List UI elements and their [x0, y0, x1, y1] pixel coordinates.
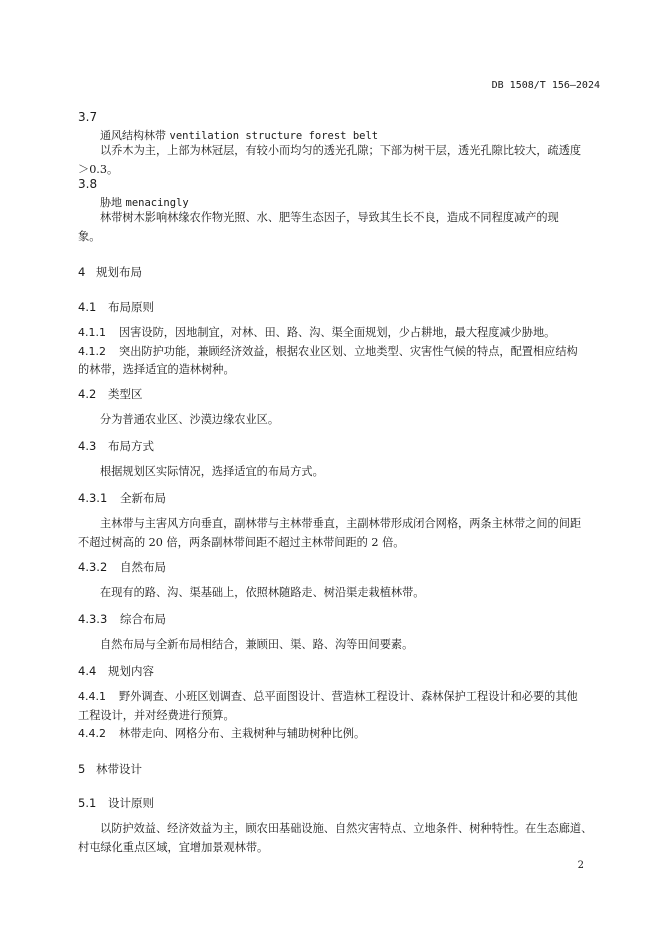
- clause-text: 突出防护功能，兼顾经济效益，根据农业区划、立地类型、灾害性气候的特点，配置相应结构: [119, 345, 578, 358]
- paragraph: 分为普通农业区、沙漠边缘农业区。: [100, 413, 280, 426]
- subsubsection-title: 全新布局: [120, 491, 166, 505]
- subsection-title: 规划内容: [108, 664, 154, 678]
- subsection-heading: [78, 299, 154, 315]
- term-definition-line: 林带树木影响林缘农作物光照、水、肥等生态因子，导致其生长不良，造成不同程度减产的现: [100, 211, 559, 224]
- clause-paragraph: [78, 724, 365, 743]
- subsection-number: 4.4: [78, 664, 97, 678]
- clause-paragraph: [78, 687, 578, 706]
- subsection-title: 设计原则: [108, 796, 154, 810]
- clause-text-continuation: 工程设计，并对经费进行预算。: [78, 709, 235, 722]
- paragraph: 以防护效益、经济效益为主，顾农田基础设施、自然灾害特点、立地条件、树种特性。在生态廊道、: [100, 822, 593, 835]
- subsection-number: 4.1: [78, 300, 97, 314]
- subsection-heading: [78, 386, 143, 402]
- section-number: 4: [78, 265, 86, 279]
- clause-text: 野外调查、小班区划调查、总平面图设计、营造林工程设计、森林保护工程设计和必要的其他: [119, 690, 578, 703]
- section-heading: [78, 761, 142, 777]
- subsection-heading: [78, 663, 154, 679]
- term-title-zh: 胁地: [100, 196, 122, 209]
- clause-number: 4.4.2: [78, 727, 106, 740]
- subsubsection-heading: [78, 611, 166, 627]
- section-title: 规划布局: [96, 265, 142, 279]
- term-definition-line: 以乔木为主，上部为林冠层，有较小而均匀的透光孔隙；下部为树干层，透光孔隙比较大，疏透度: [100, 144, 582, 157]
- paragraph: 根据规划区实际情况，选择适宜的布局方式。: [100, 465, 324, 478]
- subsection-heading: [78, 795, 154, 811]
- clause-text: 林带走向、网格分布、主栽树种与辅助树种比例。: [119, 727, 366, 740]
- standard-number-header: DB 1508/T 156—2024: [491, 80, 600, 91]
- paragraph: 在现有的路、沟、渠基础上，依照林随路走、树沿渠走栽植林带。: [100, 586, 425, 599]
- term-definition-line: ＞0.3。: [78, 163, 119, 176]
- page-number: 2: [577, 860, 584, 871]
- clause-paragraph: [78, 342, 578, 361]
- term-number: 3.8: [78, 177, 98, 191]
- clause-number: 4.1.1: [78, 326, 106, 339]
- clause-paragraph: [78, 323, 555, 342]
- subsection-title: 类型区: [108, 387, 143, 401]
- subsubsection-number: 4.3.1: [78, 491, 108, 505]
- paragraph-continuation: 不超过树高的 20 倍，两条副林带间距不超过主林带间距的 2 倍。: [78, 536, 405, 549]
- clause-text: 因害设防，因地制宜，对林、田、路、沟、渠全面规划，少占耕地，最大程度减少胁地。: [119, 326, 556, 339]
- subsubsection-title: 综合布局: [120, 612, 166, 626]
- term-number: 3.7: [78, 110, 98, 124]
- subsection-number: 4.3: [78, 439, 97, 453]
- subsection-number: 5.1: [78, 796, 97, 810]
- section-title: 林带设计: [96, 762, 142, 776]
- clause-number: 4.1.2: [78, 345, 106, 358]
- subsubsection-heading: [78, 490, 166, 506]
- subsection-number: 4.2: [78, 387, 97, 401]
- section-number: 5: [78, 762, 86, 776]
- term-definition-line: 象。: [78, 230, 101, 243]
- clause-text-continuation: 的林带，选择适宜的造林树种。: [78, 363, 235, 376]
- clause-number: 4.4.1: [78, 690, 106, 703]
- section-heading: [78, 264, 142, 280]
- paragraph-continuation: 村屯绿化重点区域，宜增加景观林带。: [78, 841, 269, 854]
- paragraph: 主林带与主害风方向垂直，副林带与主林带垂直，主副林带形成闭合网格，两条主林带之间的间距: [100, 517, 582, 530]
- subsubsection-heading: [78, 559, 166, 575]
- subsubsection-number: 4.3.3: [78, 612, 108, 626]
- subsection-heading: [78, 438, 154, 454]
- term-title-zh: 通风结构林带: [100, 129, 166, 142]
- term-title-en: menacingly: [125, 197, 189, 209]
- subsubsection-title: 自然布局: [120, 560, 166, 574]
- paragraph: 自然布局与全新布局相结合，兼顾田、渠、路、沟等田间要素。: [100, 638, 414, 651]
- subsubsection-number: 4.3.2: [78, 560, 108, 574]
- subsection-title: 布局方式: [108, 439, 154, 453]
- term-title-en: ventilation structure forest belt: [169, 130, 379, 142]
- subsection-title: 布局原则: [108, 300, 154, 314]
